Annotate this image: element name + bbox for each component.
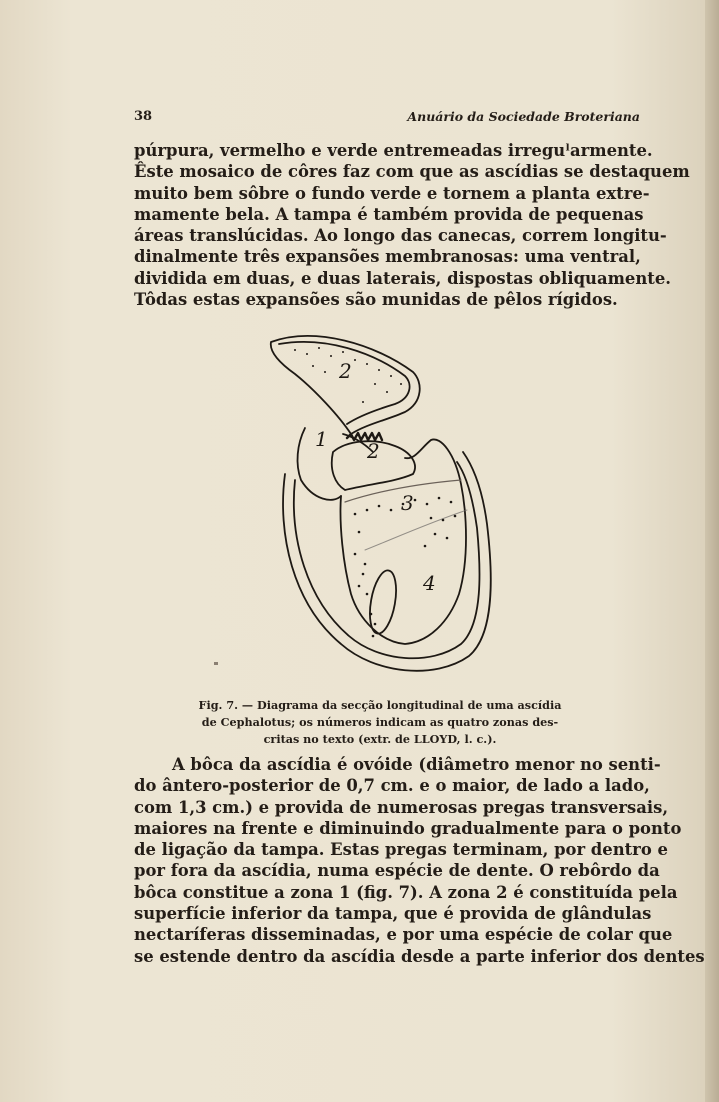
- pitcher-diagram: [255, 324, 517, 686]
- text-line: de ligação da tampa. Estas pregas terminam, por dentro e: [134, 840, 668, 860]
- label-zone-1: 1: [315, 427, 328, 451]
- text-line: com 1,3 cm.) e provida de numerosas pregas transversais,: [134, 797, 669, 817]
- gland-oval: [366, 568, 401, 635]
- text-line: se estende dentro da ascídia desde a parte inferior dos dentes: [134, 946, 705, 966]
- text-line: dividida em duas, e duas laterais, dispostas obliquamente.: [134, 268, 671, 288]
- text-line: do ântero-posterior de 0,7 cm. e o maior, de lado a lado,: [134, 776, 650, 796]
- outer-body-inner: [294, 462, 480, 658]
- caption-line: Fig. 7. — Diagrama da secção longitudinal de uma ascídia: [198, 698, 562, 712]
- label-zone-2: 2: [367, 439, 380, 463]
- page-mark: [214, 662, 218, 665]
- pitcher-diagram-figure: [255, 324, 517, 686]
- label-zone-3: 3: [401, 491, 414, 515]
- text-line: por fora da ascídia, numa espécie de dente. O rebôrdo da: [134, 861, 660, 881]
- page-header: [134, 109, 640, 129]
- text-line: mamente bela. A tampa é também provida de pequenas: [134, 204, 644, 224]
- book-spine-edge: [705, 0, 719, 1102]
- caption-line: de Cephalotus; os números indicam as quatro zonas des-: [201, 715, 559, 729]
- text-line: Êste mosaico de côres faz com que as ascídias se destaquem: [134, 162, 690, 182]
- running-title: Anuário da Sociedade Broteriana: [407, 109, 640, 124]
- lid-outline: [271, 336, 420, 434]
- text-line: muito bem sôbre o fundo verde e tornem a planta extre-: [134, 183, 650, 203]
- text-line: superfície inferior da tampa, que é provida de glândulas: [134, 904, 652, 924]
- figure-caption: [190, 697, 570, 748]
- text-line: áreas translúcidas. Ao longo das canecas, correm longitu-: [134, 226, 667, 246]
- text-line: Tôdas estas expansões são munidas de pêlos rígidos.: [134, 290, 618, 310]
- caption-line: critas no texto (extr. de LLOYD, l. c.).: [263, 732, 497, 746]
- text-line: nectaríferas disseminadas, e por uma espécie de colar que: [134, 925, 673, 945]
- pencil-line: [365, 510, 467, 550]
- page-number: 38: [134, 109, 153, 124]
- label-zone-2-lid: 2: [339, 359, 352, 383]
- text-line: A bôca da ascídia é ovóide (diâmetro menor no senti-: [172, 755, 661, 774]
- paragraph-1: [134, 140, 690, 310]
- paragraph-2: [134, 754, 705, 967]
- text-line: púrpura, vermelho e verde entremeadas irreguˡarmente.: [134, 141, 653, 160]
- inner-chamber: [340, 439, 466, 644]
- text-line: bôca constitue a zona 1 (fig. 7). A zona 2 é constituída pela: [134, 882, 678, 902]
- text-line: dinalmente três expansões membranosas: uma ventral,: [134, 247, 641, 267]
- text-line: maiores na frente e diminuindo gradualmente para o ponto: [134, 818, 682, 838]
- label-zone-4: 4: [423, 571, 436, 595]
